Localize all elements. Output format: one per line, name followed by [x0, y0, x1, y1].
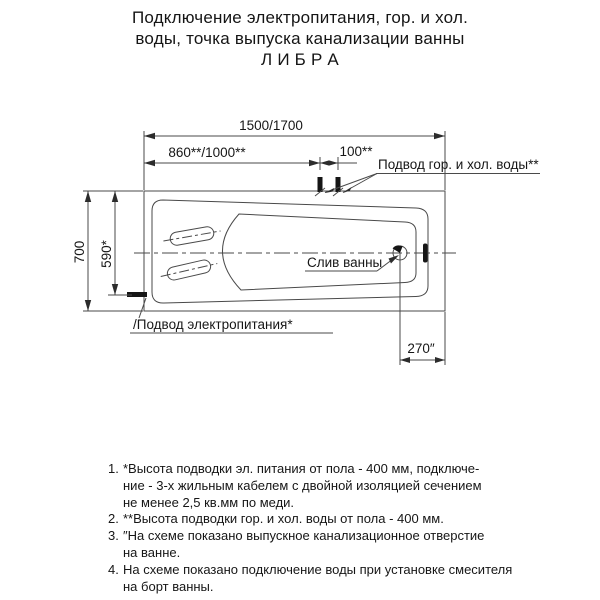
dim-power-height-value: 590*: [99, 240, 114, 268]
note-number: 2.: [108, 511, 119, 527]
tub-floor-outline: [222, 214, 416, 290]
note-line: На схеме показано подключение воды при установке смесителя: [123, 561, 513, 577]
note-line: **Высота подводки гор. и хол. воды от пола - 400 мм.: [123, 511, 444, 527]
note-line: ″На схеме показано выпускное канализационное отверстие: [123, 528, 485, 544]
drain-label-text: Слив ванны: [307, 255, 383, 270]
dim-overall-length-value: 1500/1700: [239, 118, 303, 133]
notes-section: [108, 461, 588, 595]
note-line: на борт ванны.: [123, 578, 214, 594]
note-line: не менее 2,5 кв.мм по меди.: [123, 494, 295, 510]
note-number: 1.: [108, 461, 119, 476]
note-item-2: [108, 511, 588, 528]
note-item-1: [108, 461, 588, 511]
note-line: ние - 3-х жильным кабелем с двойной изоляцией сечением: [123, 477, 482, 493]
drain-hole: [393, 245, 407, 365]
water-supply-label: [325, 157, 540, 193]
dim-overall-width-value: 700: [72, 240, 87, 264]
dim-water-offset-value: 860**/1000**: [168, 145, 246, 160]
note-item-4: [108, 562, 588, 596]
title-line-2: воды, точка выпуска канализации ванны: [135, 29, 465, 48]
title-line-1: Подключение электропитания, гор. и хол.: [131, 8, 469, 27]
dim-water-gap-value: 100**: [339, 144, 373, 159]
note-item-3: [108, 528, 588, 562]
dim-drain-offset: [400, 312, 445, 365]
note-line: *Высота подводки эл. питания от пола - 400 мм, подключе-: [123, 461, 480, 476]
note-number: 4.: [108, 561, 119, 577]
grab-handle-top: [162, 225, 221, 248]
note-line: на ванне.: [123, 544, 181, 560]
dim-drain-offset-value: 270″: [407, 341, 435, 356]
grab-handle-bottom: [159, 257, 218, 283]
drain-label: [305, 255, 399, 271]
power-supply-label-text: /Подвод электропитания*: [133, 317, 293, 332]
overflow-mark: [423, 244, 428, 263]
dim-water-offset: [144, 144, 373, 170]
title-line-3: Л И Б Р А: [261, 50, 339, 69]
water-supply-points: [315, 177, 343, 196]
dim-power-height: [99, 191, 132, 295]
water-supply-label-text: Подвод гор. и хол. воды**: [378, 157, 539, 172]
note-number: 3.: [108, 528, 119, 544]
